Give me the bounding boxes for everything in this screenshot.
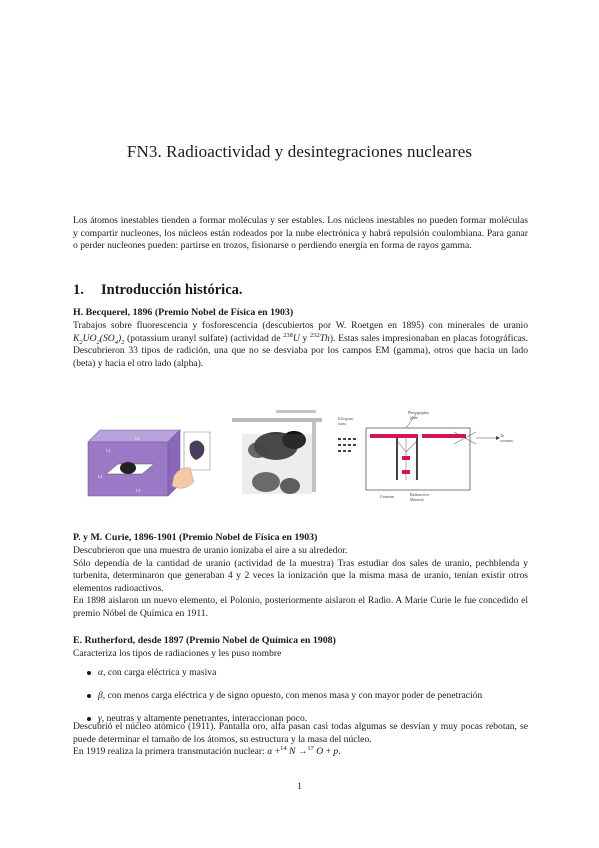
- list-item: α, con carga eléctrica y masiva: [73, 667, 533, 680]
- rutherford-line-1: Caracteriza los tipos de radiaciones y les puso nombre: [73, 648, 282, 659]
- rutherford-line-2: Descubrió el núcleo atómico (1911). Pantalla oro, alfa pasan casi todas algumas se desvían y muy pocas rebotan, se puede determinar el tamaño de los átomos, su estructura y la masa del núcleo.: [73, 721, 528, 745]
- photographic-plate-image: [230, 410, 370, 500]
- intro-paragraph: Los átomos inestables tienden a formar moléculas y ser estables. Los núcleos inestables no pueden formar moléculas y compartir nucleones, los núcleos están rodeados por la nube electrónica y habrá repulsión coulombiana. Para ganar o perder nucleones pueden: partirse en trozos, fisionarse o perdiendo energía en forma de rayos gamma.: [73, 215, 528, 252]
- svg-text:Material: Material: [410, 497, 424, 502]
- curie-line-3: En 1898 aislaron un nuevo elemento, el Polonio, posteriormente aislaron el Radio. A Marie Curie le fue concedido el premio Nóbel de Química en 1911.: [73, 595, 528, 619]
- section-heading: [73, 282, 243, 299]
- svg-text:CL: CL: [136, 488, 142, 493]
- curie-line-1: Descubrieron que una muestra de uranio ionizaba el aire a su alrededor.: [73, 545, 348, 556]
- section-number: 1.: [73, 282, 84, 298]
- svg-text:Photographic: Photographic: [408, 410, 430, 415]
- becquerel-paragraph: Trabajos sobre fluorescencia y fosforescencia (descubiertos por W. Roetgen en 1895) con minerales de uranio $K_2UO_2(SO_4)_2$ (potassium uranyl sulfate) (actividad de $^{238}$U y $^{232}$Th). Estas sales impresionaban en placas fotográficas. Descubrieron 33 tipos de radición, una que no se desviaba por los campos EM (gamma), otros que hacia un lado (beta) y hacia el otro lado (alpha).: [73, 320, 529, 369]
- svg-text:Radioactive: Radioactive: [410, 492, 430, 497]
- svg-text:CL: CL: [135, 436, 141, 441]
- figure-radiation-experiments: [80, 404, 520, 504]
- curie-heading: P. y M. Curie, 1896-1901 (Premio Nobel de Física en 1903): [73, 532, 318, 543]
- becquerel-box-illustration: [82, 426, 222, 498]
- list-item: β, con menos carga eléctrica y de signo opuesto, con menos masa y con mayor poder de penetración: [73, 690, 533, 703]
- svg-text:CL: CL: [106, 448, 112, 453]
- svg-text:Uranium: Uranium: [380, 494, 395, 499]
- svg-text:CL: CL: [98, 474, 104, 479]
- rutherford-heading: E. Rutherford, desde 1897 (Premio Nobel de Química en 1908): [73, 635, 336, 646]
- curie-line-2: Sólo dependía de la cantidad de uranio (actividad de la muestra) Tras estudiar dos sales de uranio, pechblenda y turbenita, determinaron que generaban 4 y 2 veces la ionización que la misma masa de uranio, tenían existir otros elementos radioactivos.: [73, 557, 528, 594]
- svg-text:To: To: [500, 433, 505, 438]
- rutherford-line-3: En 1919 realiza la primera transmutación nuclear: α +$^{14}$ N →$^{17}$ O + p.: [73, 745, 341, 758]
- section-title: Introducción histórica.: [101, 282, 243, 298]
- svg-text:Kilogram: Kilogram: [338, 416, 354, 421]
- page-number: 1: [297, 781, 302, 792]
- svg-text:vacuum: vacuum: [500, 438, 513, 443]
- becquerel-heading: H. Becquerel, 1896 (Premio Nobel de Física en 1903): [73, 307, 294, 318]
- document-title: FN3. Radioactividad y desintegraciones nucleares: [126, 142, 473, 162]
- list-item: γ, neutras y altamente penetrantes, interaccionan poco.: [73, 713, 533, 726]
- svg-text:mass: mass: [338, 421, 346, 426]
- svg-text:plate: plate: [410, 415, 418, 420]
